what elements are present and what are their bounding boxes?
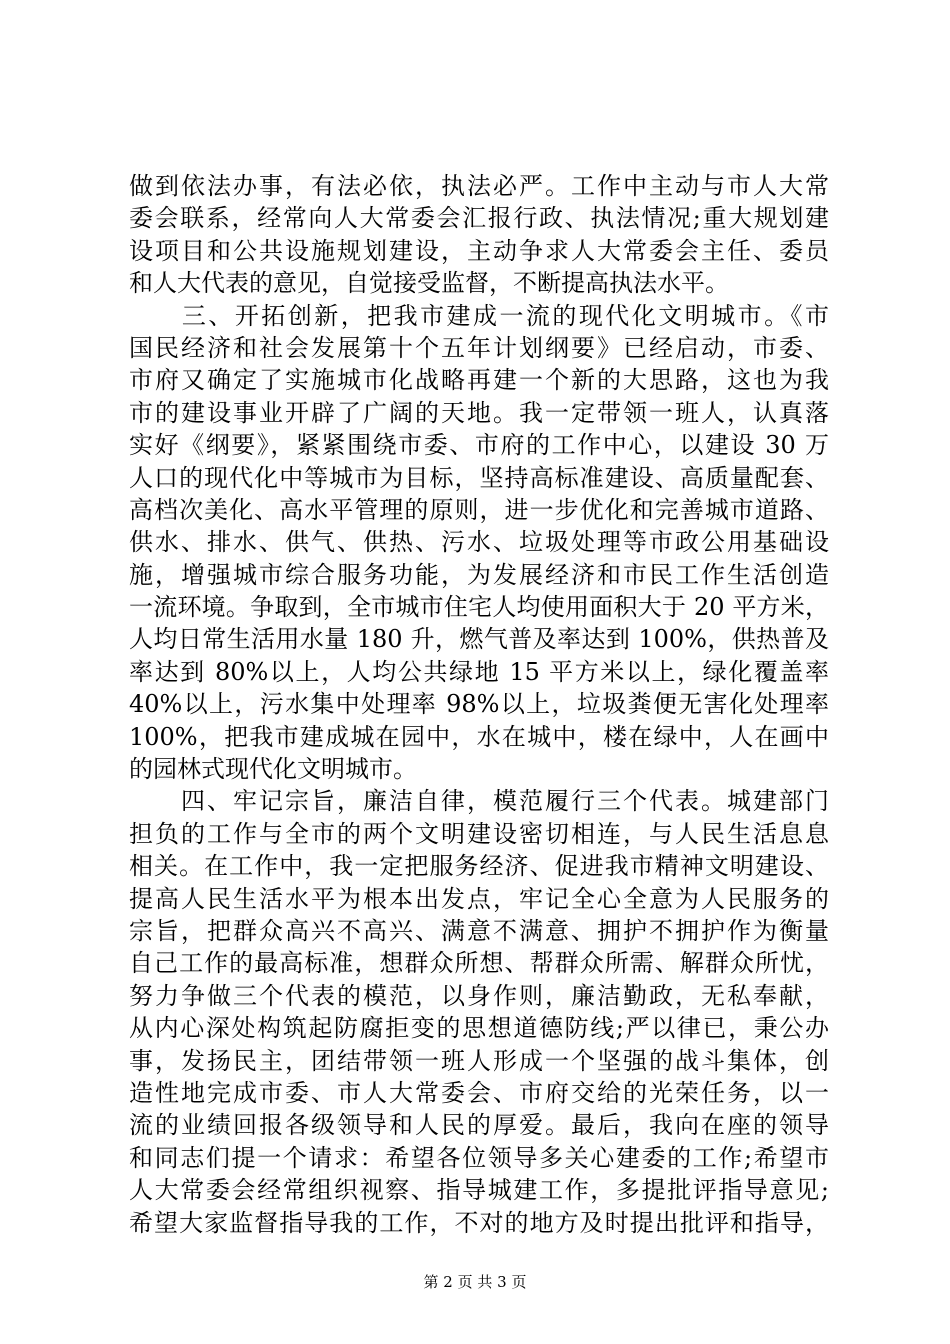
text-line: 100%，把我市建成城在园中，水在城中，楼在绿中，人在画中 bbox=[129, 722, 829, 751]
text-line: 造性地完成市委、市人大常委会、市府交给的光荣任务，以一 bbox=[129, 1078, 829, 1107]
text-line: 三、开拓创新，把我市建成一流的现代化文明城市。《市 bbox=[129, 301, 829, 330]
text-line: 供水、排水、供气、供热、污水、垃圾处理等市政公用基础设 bbox=[129, 528, 829, 557]
text-line: 人大常委会经常组织视察、指导城建工作，多提批评指导意见; bbox=[129, 1176, 829, 1205]
text-line: 率达到 80%以上，人均公共绿地 15 平方米以上，绿化覆盖率 bbox=[129, 657, 829, 686]
text-line: 一流环境。争取到，全市城市住宅人均使用面积大于 20 平方米， bbox=[129, 593, 829, 622]
text-line: 和同志们提一个请求：希望各位领导多关心建委的工作;希望市 bbox=[129, 1143, 829, 1172]
text-line: 做到依法办事，有法必依，执法必严。工作中主动与市人大常 bbox=[129, 172, 829, 200]
document-body bbox=[129, 170, 829, 1239]
text-line: 人均日常生活用水量 180 升，燃气普及率达到 100%，供热普及 bbox=[129, 625, 829, 654]
text-line: 国民经济和社会发展第十个五年计划纲要》已经启动，市委、 bbox=[129, 333, 829, 362]
text-line: 高档次美化、高水平管理的原则，进一步优化和完善城市道路、 bbox=[129, 495, 829, 524]
text-line: 施，增强城市综合服务功能，为发展经济和市民工作生活创造 bbox=[129, 560, 829, 589]
text-line: 市的建设事业开辟了广阔的天地。我一定带领一班人，认真落 bbox=[129, 398, 829, 427]
text-line: 提高人民生活水平为根本出发点，牢记全心全意为人民服务的 bbox=[129, 884, 829, 913]
text-line: 四、牢记宗旨，廉洁自律，模范履行三个代表。城建部门 bbox=[129, 787, 829, 816]
text-line: 担负的工作与全市的两个文明建设密切相连，与人民生活息息 bbox=[129, 819, 829, 848]
text-line: 人口的现代化中等城市为目标，坚持高标准建设、高质量配套、 bbox=[129, 463, 829, 492]
text-line: 和人大代表的意见，自觉接受监督，不断提高执法水平。 bbox=[129, 269, 729, 298]
text-line: 的园林式现代化文明城市。 bbox=[129, 755, 417, 784]
text-line: 相关。在工作中，我一定把服务经济、促进我市精神文明建设、 bbox=[129, 852, 829, 881]
text-line: 设项目和公共设施规划建设，主动争求人大常委会主任、委员 bbox=[129, 236, 829, 265]
text-line: 从内心深处构筑起防腐拒变的思想道德防线;严以律已，秉公办 bbox=[129, 1014, 829, 1043]
text-line: 市府又确定了实施城市化战略再建一个新的大思路，这也为我 bbox=[129, 366, 829, 395]
page-footer: 第 2 页 共 3 页 bbox=[423, 1273, 527, 1291]
text-line: 自己工作的最高标准，想群众所想、帮群众所需、解群众所忧， bbox=[129, 949, 829, 978]
text-line: 实好《纲要》，紧紧围绕市委、市府的工作中心，以建设 30 万 bbox=[129, 431, 829, 460]
text-line: 宗旨，把群众高兴不高兴、满意不满意、拥护不拥护作为衡量 bbox=[129, 916, 829, 945]
text-line: 流的业绩回报各级领导和人民的厚爱。最后，我向在座的领导 bbox=[129, 1111, 829, 1140]
text-line: 希望大家监督指导我的工作，不对的地方及时提出批评和指导， bbox=[129, 1208, 829, 1237]
text-line: 努力争做三个代表的模范，以身作则，廉洁勤政，无私奉献， bbox=[129, 981, 829, 1010]
text-line: 40%以上，污水集中处理率 98%以上，垃圾粪便无害化处理率 bbox=[129, 690, 829, 719]
text-line: 委会联系，经常向人大常委会汇报行政、执法情况;重大规划建 bbox=[129, 204, 829, 233]
text-line: 事，发扬民主，团结带领一班人形成一个坚强的战斗集体，创 bbox=[129, 1046, 829, 1075]
